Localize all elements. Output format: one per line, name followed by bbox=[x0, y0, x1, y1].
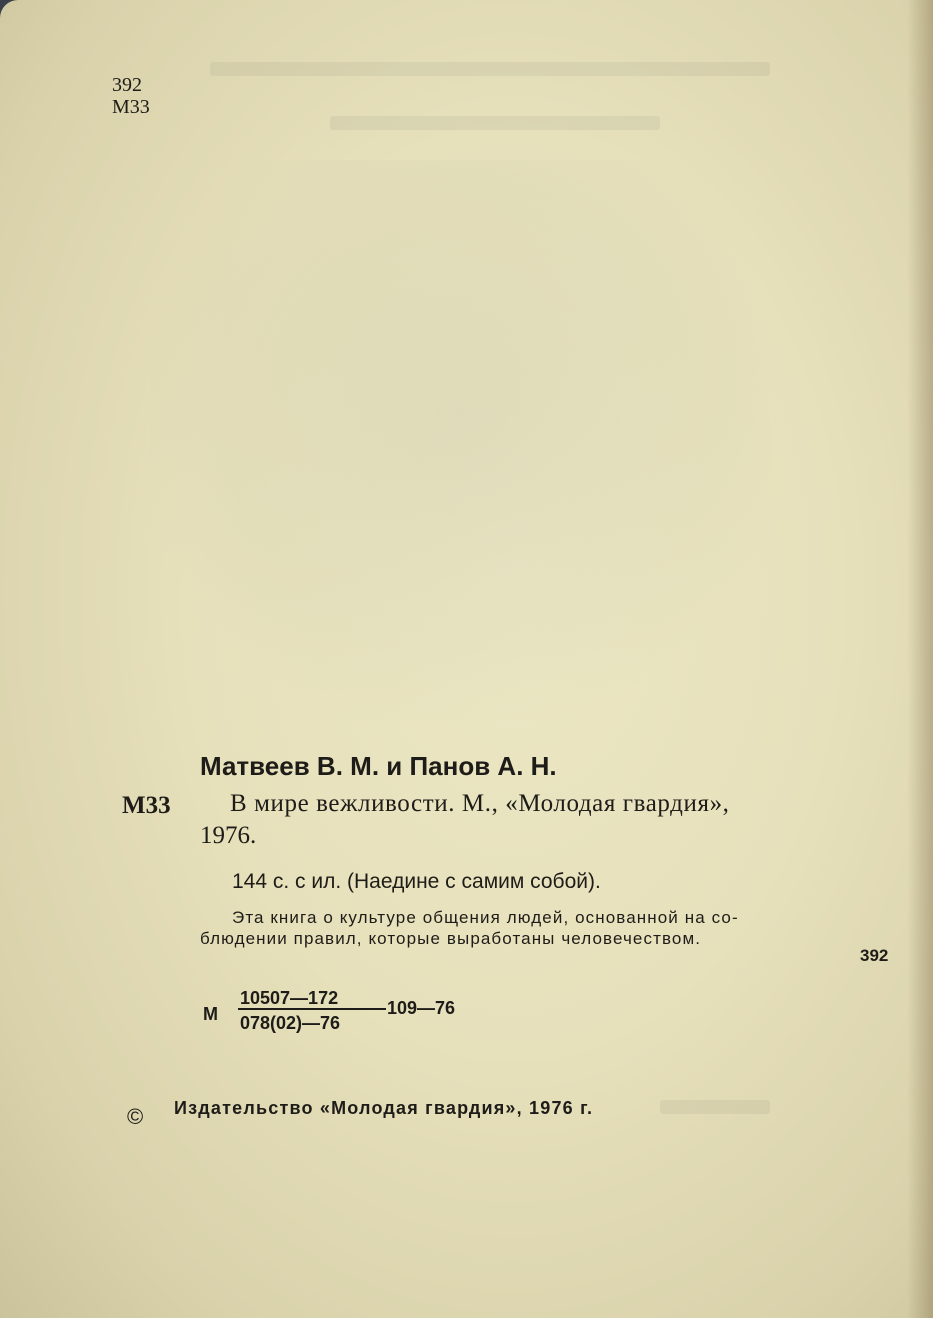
card-pages-line: 144 с. с ил. (Наедине с самим собой). bbox=[232, 870, 601, 893]
show-through-line bbox=[210, 62, 770, 76]
copyright-icon: © bbox=[127, 1104, 144, 1129]
classification-top bbox=[112, 74, 150, 118]
card-annotation-line1: Эта книга о культуре общения людей, основанной на со- bbox=[232, 908, 739, 927]
classification-code: 392 bbox=[112, 74, 142, 96]
copyright-text: Издательство «Молодая гвардия», 1976 г. bbox=[174, 1098, 594, 1118]
show-through-illustration bbox=[150, 160, 770, 720]
card-year-line: 1976. bbox=[200, 822, 257, 849]
card-annotation-line2: блюдении правил, которые выработаны человечеством. bbox=[200, 929, 702, 948]
page-edge-shadow bbox=[907, 0, 933, 1318]
publisher-code-fraction-bar bbox=[238, 1008, 386, 1010]
publisher-code-side: 109—76 bbox=[387, 998, 456, 1018]
author-mark-top: М33 bbox=[112, 96, 150, 118]
card-authors: Матвеев В. М. и Панов А. Н. bbox=[200, 751, 557, 781]
publisher-code-denominator: 078(02)—76 bbox=[240, 1013, 341, 1033]
card-title-line: В мире вежливости. М., «Молодая гвардия», bbox=[230, 790, 730, 817]
publisher-code-numerator: 10507—172 bbox=[240, 988, 339, 1008]
card-classification: 392 bbox=[860, 946, 889, 965]
publisher-code-letter: М bbox=[203, 1004, 218, 1024]
show-through-line bbox=[660, 1100, 770, 1114]
card-author-mark: М33 bbox=[122, 792, 171, 819]
show-through-line bbox=[330, 116, 660, 130]
